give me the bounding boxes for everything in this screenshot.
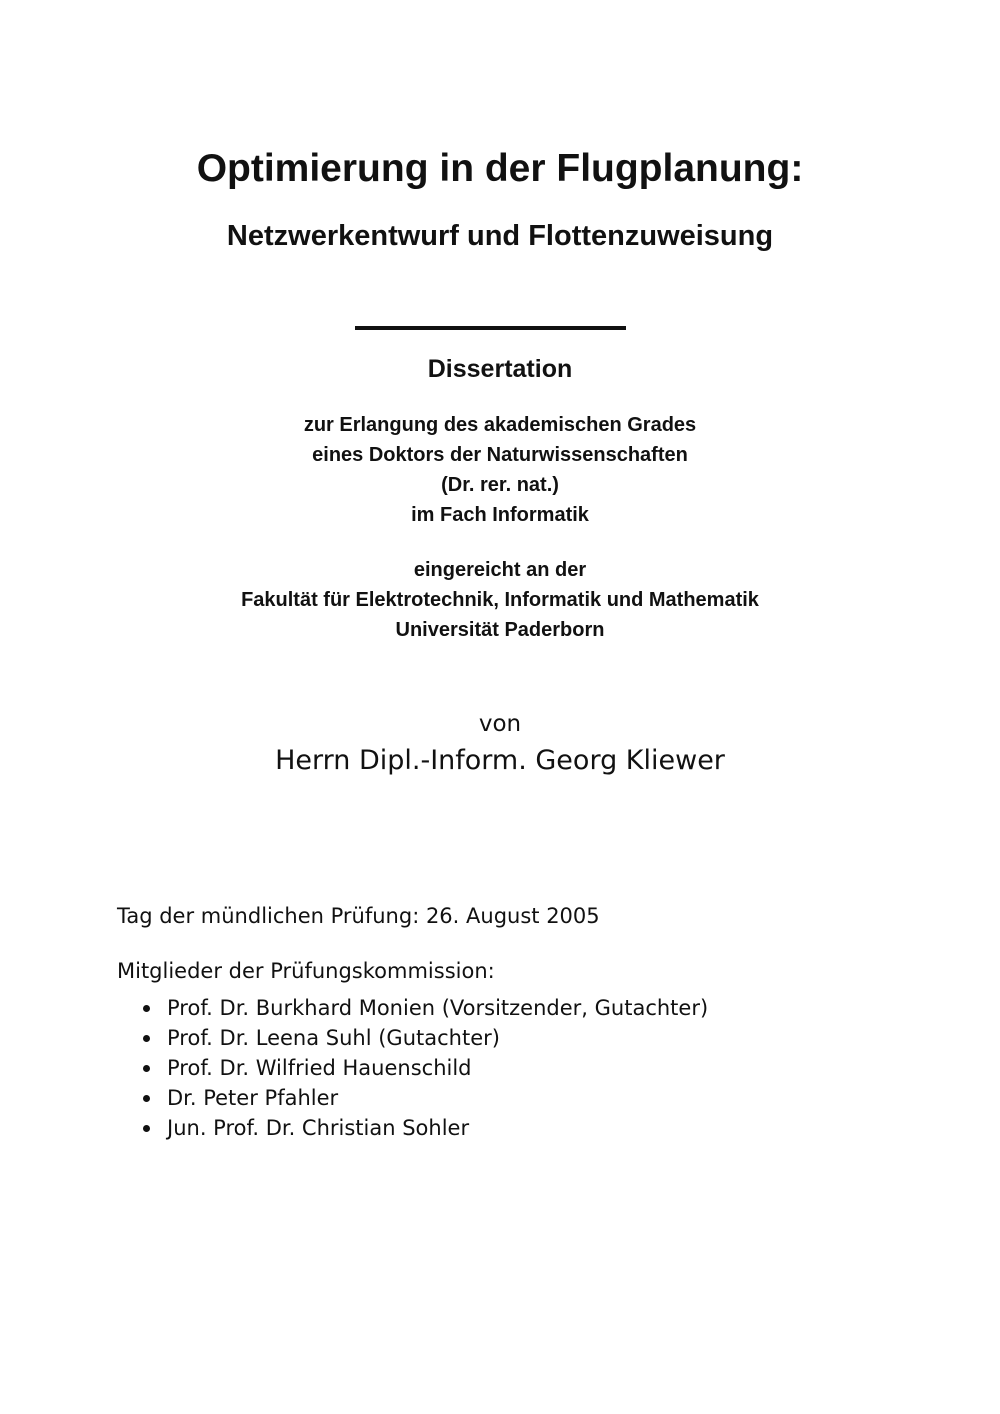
exam-date: Tag der mündlichen Prüfung: 26. August 2005	[117, 904, 600, 928]
list-item	[140, 1113, 708, 1143]
document-subtitle: Netzwerkentwurf und Flottenzuweisung	[226, 220, 774, 252]
degree-block	[0, 410, 1000, 530]
list-item	[140, 1053, 708, 1083]
degree-line: im Fach Informatik	[411, 504, 589, 526]
bullet-icon	[143, 1005, 150, 1012]
bullet-icon	[143, 1035, 150, 1042]
title-divider	[355, 326, 626, 330]
committee-label: Mitglieder der Prüfungskommission:	[117, 959, 495, 983]
degree-line: (Dr. rer. nat.)	[441, 474, 559, 496]
degree-line: zur Erlangung des akademischen Grades	[303, 414, 697, 436]
bullet-icon	[143, 1065, 150, 1072]
committee-member: Prof. Dr. Wilfried Hauenschild	[167, 1056, 472, 1080]
document-title: Optimierung in der Flugplanung:	[196, 147, 804, 190]
committee-member: Dr. Peter Pfahler	[167, 1086, 339, 1110]
submission-line: Fakultät für Elektrotechnik, Informatik und Mathematik	[241, 589, 759, 611]
list-item	[140, 1083, 708, 1113]
committee-member: Prof. Dr. Leena Suhl (Gutachter)	[167, 1026, 500, 1050]
committee-member: Jun. Prof. Dr. Christian Sohler	[167, 1116, 470, 1140]
list-item	[140, 1023, 708, 1053]
list-item	[140, 993, 708, 1023]
by-label: von	[478, 711, 522, 737]
bullet-icon	[143, 1095, 150, 1102]
committee-member: Prof. Dr. Burkhard Monien (Vorsitzender, Gutachter)	[167, 996, 709, 1020]
submission-block	[0, 555, 1000, 645]
committee-list	[140, 993, 708, 1143]
document-type: Dissertation	[427, 355, 573, 383]
submission-line: Universität Paderborn	[395, 619, 605, 641]
author-name: Herrn Dipl.-Inform. Georg Kliewer	[275, 745, 725, 776]
degree-line: eines Doktors der Naturwissenschaften	[312, 444, 688, 466]
bullet-icon	[143, 1125, 150, 1132]
submission-line: eingereicht an der	[413, 559, 587, 581]
